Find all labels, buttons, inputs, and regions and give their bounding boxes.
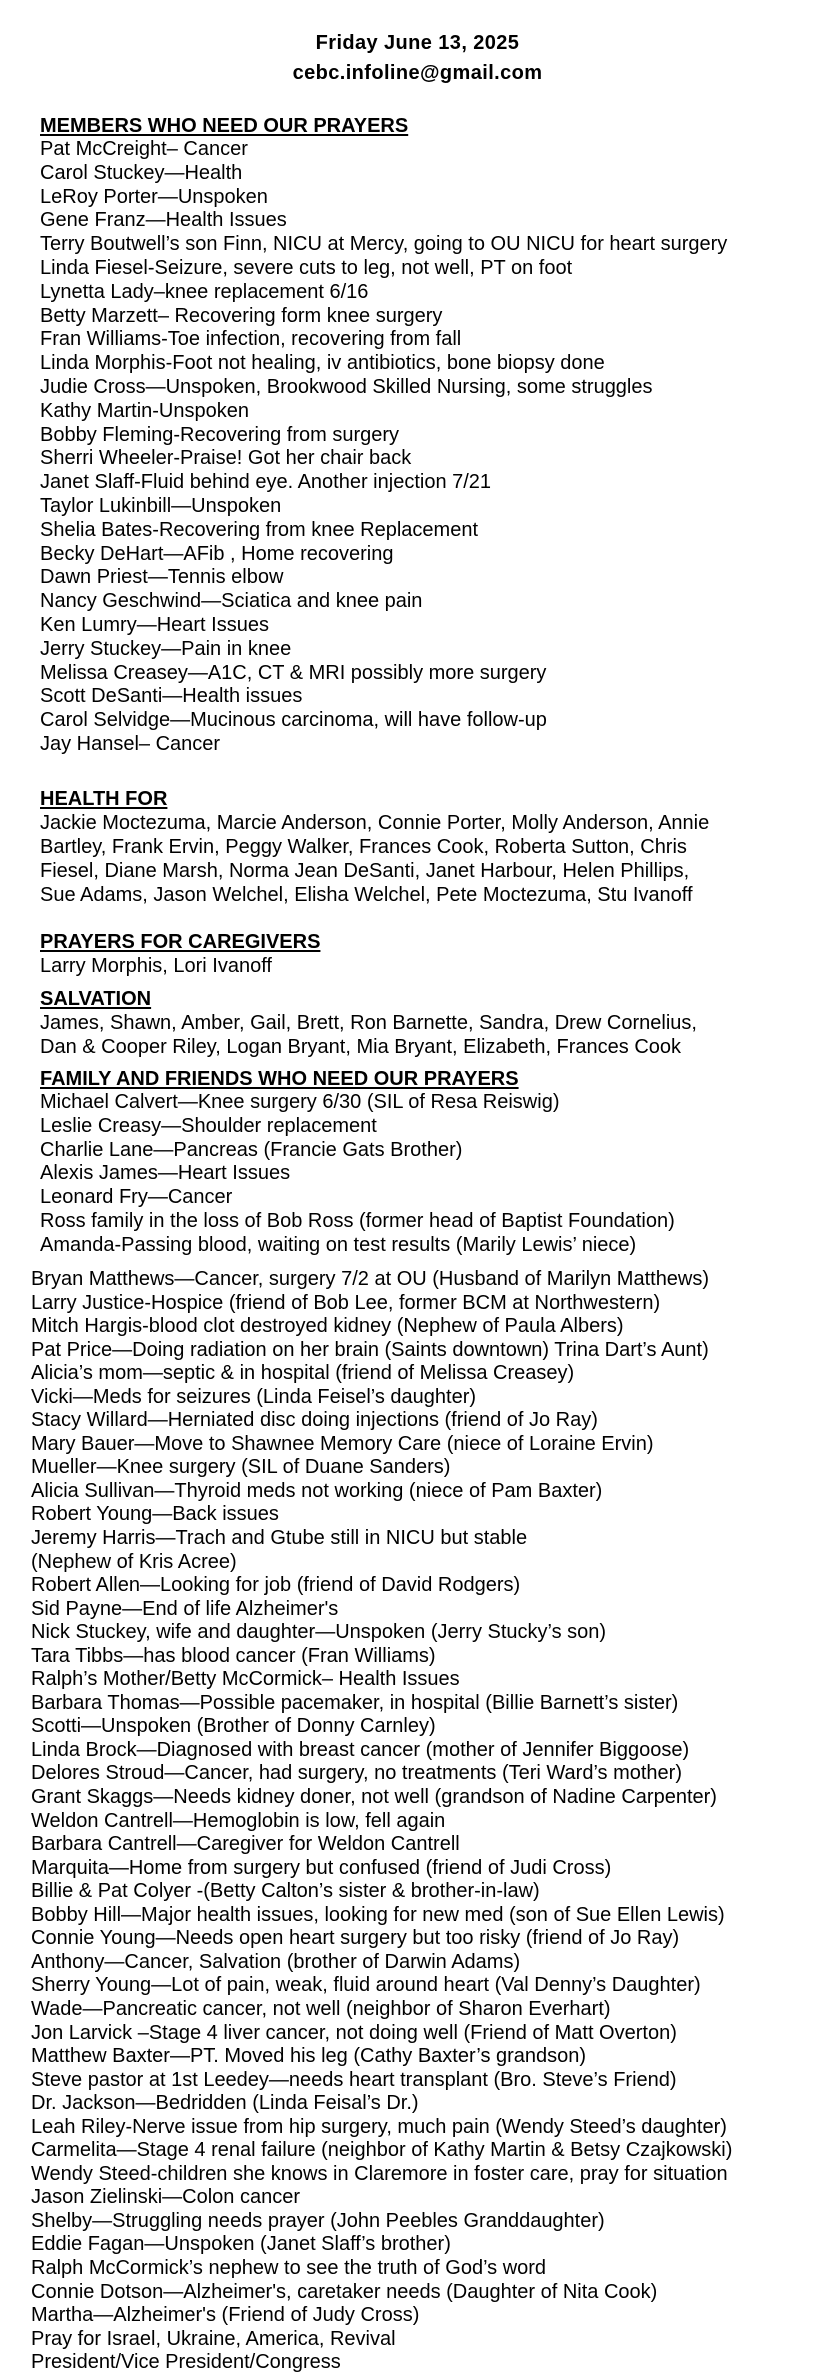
list-item: Robert Allen—Looking for job (friend of David Rodgers) [31,1574,521,1597]
list-item: Stacy Willard—Herniated disc doing injections (friend of Jo Ray) [31,1409,598,1432]
list-item: Carmelita—Stage 4 renal failure (neighbor of Kathy Martin & Betsy Czajkowski) [31,2139,733,2162]
list-item: Eddie Fagan—Unspoken (Janet Slaff’s brother) [31,2233,451,2256]
text-line: Dan & Cooper Riley, Logan Bryant, Mia Bryant, Elizabeth, Frances Cook [40,1036,682,1058]
caregivers-heading: PRAYERS FOR CAREGIVERS [40,931,321,953]
list-item: Judie Cross—Unspoken, Brookwood Skilled Nursing, some struggles [40,375,653,398]
list-item: Mary Bauer—Move to Shawnee Memory Care (niece of Loraine Ervin) [31,1432,654,1455]
list-item: Leslie Creasy—Shoulder replacement [40,1114,377,1137]
list-item: Weldon Cantrell—Hemoglobin is low, fell again [31,1809,446,1832]
list-item: Grant Skaggs—Needs kidney doner, not well (grandson of Nadine Carpenter) [31,1786,717,1809]
list-item: Ralph’s Mother/Betty McCormick– Health Issues [31,1668,460,1691]
salvation-heading: SALVATION [40,988,152,1010]
list-item: Bobby Hill—Major health issues, looking for new med (son of Sue Ellen Lewis) [31,1903,725,1926]
others-list [31,1268,821,2375]
list-item: Melissa Creasey—A1C, CT & MRI possibly more surgery [40,661,547,684]
list-item: Scott DeSanti—Health issues [40,685,303,708]
list-item: Barbara Cantrell—Caregiver for Weldon Cantrell [31,1833,460,1856]
members-heading: MEMBERS WHO NEED OUR PRAYERS [40,115,409,137]
list-item: Fran Williams-Toe infection, recovering from fall [40,328,462,351]
list-item: Alicia Sullivan—Thyroid meds not working (niece of Pam Baxter) [31,1479,603,1502]
list-item: LeRoy Porter—Unspoken [40,185,268,208]
list-item: Michael Calvert—Knee surgery 6/30 (SIL of Resa Reiswig) [40,1091,560,1113]
salvation-names [40,1011,820,1059]
text-line: Sue Adams, Jason Welchel, Elisha Welchel, Pete Moctezuma, Stu Ivanoff [40,884,693,906]
family-list [40,1091,820,1258]
list-item: Sherry Young—Lot of pain, weak, fluid around heart (Val Denny’s Daughter) [31,1974,701,1997]
list-item: Terry Boutwell’s son Finn, NICU at Mercy, going to OU NICU for heart surgery [40,233,728,256]
list-item: Larry Justice-Hospice (friend of Bob Lee, former BCM at Northwestern) [31,1291,661,1314]
list-item: Linda Morphis-Foot not healing, iv antibiotics, bone biopsy done [40,352,605,375]
list-item: Bobby Fleming-Recovering from surgery [40,423,400,446]
list-item: Taylor Lukinbill—Unspoken [40,494,282,517]
list-item: Shelby—Struggling needs prayer (John Peebles Granddaughter) [31,2209,605,2232]
salvation-section [40,987,820,1059]
list-item: Becky DeHart—AFib , Home recovering [40,542,394,565]
list-item: Nick Stuckey, wife and daughter—Unspoken (Jerry Stucky’s son) [31,1621,607,1644]
list-item: Gene Franz—Health Issues [40,209,287,232]
list-item: Lynetta Lady–knee replacement 6/16 [40,280,369,303]
list-item: Dr. Jackson—Bedridden (Linda Feisal’s Dr.) [31,2092,419,2115]
list-item: Tara Tibbs—has blood cancer (Fran Williams) [31,1644,436,1667]
list-item: Linda Brock—Diagnosed with breast cancer (mother of Jennifer Biggoose) [31,1738,690,1761]
page-header [0,28,835,88]
list-item: Carol Selvidge—Mucinous carcinoma, will have follow-up [40,709,547,732]
list-item: Jon Larvick –Stage 4 liver cancer, not doing well (Friend of Matt Overton) [31,2021,677,2044]
list-item: Sid Payne—End of life Alzheimer's [31,1597,339,1620]
list-item: Robert Young—Back issues [31,1503,279,1526]
list-item: Linda Fiesel-Seizure, severe cuts to leg, not well, PT on foot [40,256,573,279]
list-item: Ross family in the loss of Bob Ross (former head of Baptist Foundation) [40,1209,675,1232]
list-item: Janet Slaff-Fluid behind eye. Another injection 7/21 [40,471,492,494]
list-item: Mitch Hargis-blood clot destroyed kidney (Nephew of Paula Albers) [31,1315,624,1338]
list-item: Scotti—Unspoken (Brother of Donny Carnley) [31,1715,436,1738]
list-item: Leonard Fry—Cancer [40,1186,233,1209]
list-item: Alexis James—Heart Issues [40,1162,291,1185]
list-item: Delores Stroud—Cancer, had surgery, no treatments (Teri Ward’s mother) [31,1762,682,1785]
text-line: Fiesel, Diane Marsh, Norma Jean DeSanti, Janet Harbour, Helen Phillips, [40,860,690,882]
others-section [31,1268,821,2375]
list-item: President/Vice President/Congress [31,2351,341,2374]
list-item: Wade—Pancreatic cancer, not well (neighbor of Sharon Everhart) [31,1997,611,2020]
list-item: Vicki—Meds for seizures (Linda Feisel’s daughter) [31,1385,477,1408]
health-section [40,787,820,907]
list-item: Billie & Pat Colyer -(Betty Calton’s sister & brother-in-law) [31,1880,540,1903]
list-item: (Nephew of Kris Acree) [31,1550,237,1573]
members-section [40,114,820,757]
list-item: Leah Riley-Nerve issue from hip surgery, much pain (Wendy Steed’s daughter) [31,2115,727,2138]
list-item: Alicia’s mom—septic & in hospital (friend of Melissa Creasey) [31,1362,575,1385]
list-item: Ralph McCormick’s nephew to see the truth of God’s word [31,2256,547,2279]
list-item: Kathy Martin-Unspoken [40,399,249,422]
list-item: Jerry Stuckey—Pain in knee [40,637,292,660]
list-item: Sherri Wheeler-Praise! Got her chair back [40,447,412,470]
list-item: Connie Young—Needs open heart surgery but too risky (friend of Jo Ray) [31,1927,680,1950]
list-item: Charlie Lane—Pancreas (Francie Gats Brother) [40,1138,463,1161]
list-item: Matthew Baxter—PT. Moved his leg (Cathy Baxter’s grandson) [31,2045,587,2068]
list-item: Jason Zielinski—Colon cancer [31,2186,301,2209]
text-line: Bartley, Frank Ervin, Peggy Walker, Frances Cook, Roberta Sutton, Chris [40,836,687,858]
list-item: Connie Dotson—Alzheimer's, caretaker needs (Daughter of Nita Cook) [31,2280,658,2303]
list-item: Martha—Alzheimer's (Friend of Judy Cross) [31,2304,420,2327]
list-item: Anthony—Cancer, Salvation (brother of Darwin Adams) [31,1950,521,1973]
list-item: Nancy Geschwind—Sciatica and knee pain [40,590,423,613]
list-item: Pray for Israel, Ukraine, America, Revival [31,2327,396,2350]
health-heading: HEALTH FOR [40,788,168,810]
list-item: Mueller—Knee surgery (SIL of Duane Sanders) [31,1456,451,1479]
health-names [40,811,820,907]
list-item: Pat McCreight– Cancer [40,138,248,160]
list-item: Jeremy Harris—Trach and Gtube still in NICU but stable [31,1527,528,1550]
list-item: Amanda-Passing blood, waiting on test results (Marily Lewis’ niece) [40,1233,637,1256]
list-item: Wendy Steed-children she knows in Claremore in foster care, pray for situation [31,2162,728,2185]
list-item: Shelia Bates-Recovering from knee Replacement [40,518,478,541]
date-line: Friday June 13, 2025 [315,32,520,54]
caregivers-section [40,930,820,978]
list-item: Steve pastor at 1st Leedey—needs heart transplant (Bro. Steve’s Friend) [31,2068,677,2091]
list-item: Marquita—Home from surgery but confused (friend of Judi Cross) [31,1856,612,1879]
text-line: Larry Morphis, Lori Ivanoff [40,955,272,977]
list-item: Barbara Thomas—Possible pacemaker, in hospital (Billie Barnett’s sister) [31,1691,679,1714]
list-item: Jay Hansel– Cancer [40,732,221,755]
list-item: Pat Price—Doing radiation on her brain (Saints downtown) Trina Dart’s Aunt) [31,1338,709,1361]
list-item: Dawn Priest—Tennis elbow [40,566,284,589]
text-line: Jackie Moctezuma, Marcie Anderson, Connie Porter, Molly Anderson, Annie [40,812,710,834]
family-heading: FAMILY AND FRIENDS WHO NEED OUR PRAYERS [40,1068,519,1090]
text-line: James, Shawn, Amber, Gail, Brett, Ron Barnette, Sandra, Drew Cornelius, [40,1012,697,1034]
list-item: Betty Marzett– Recovering form knee surgery [40,304,443,327]
family-section [40,1067,820,1258]
email-line: cebc.infoline@gmail.com [292,62,543,84]
members-list [40,138,820,757]
caregivers-names [40,954,820,978]
list-item: Carol Stuckey—Health [40,161,243,184]
list-item: Ken Lumry—Heart Issues [40,613,269,636]
list-item: Bryan Matthews—Cancer, surgery 7/2 at OU (Husband of Marilyn Matthews) [31,1268,710,1290]
